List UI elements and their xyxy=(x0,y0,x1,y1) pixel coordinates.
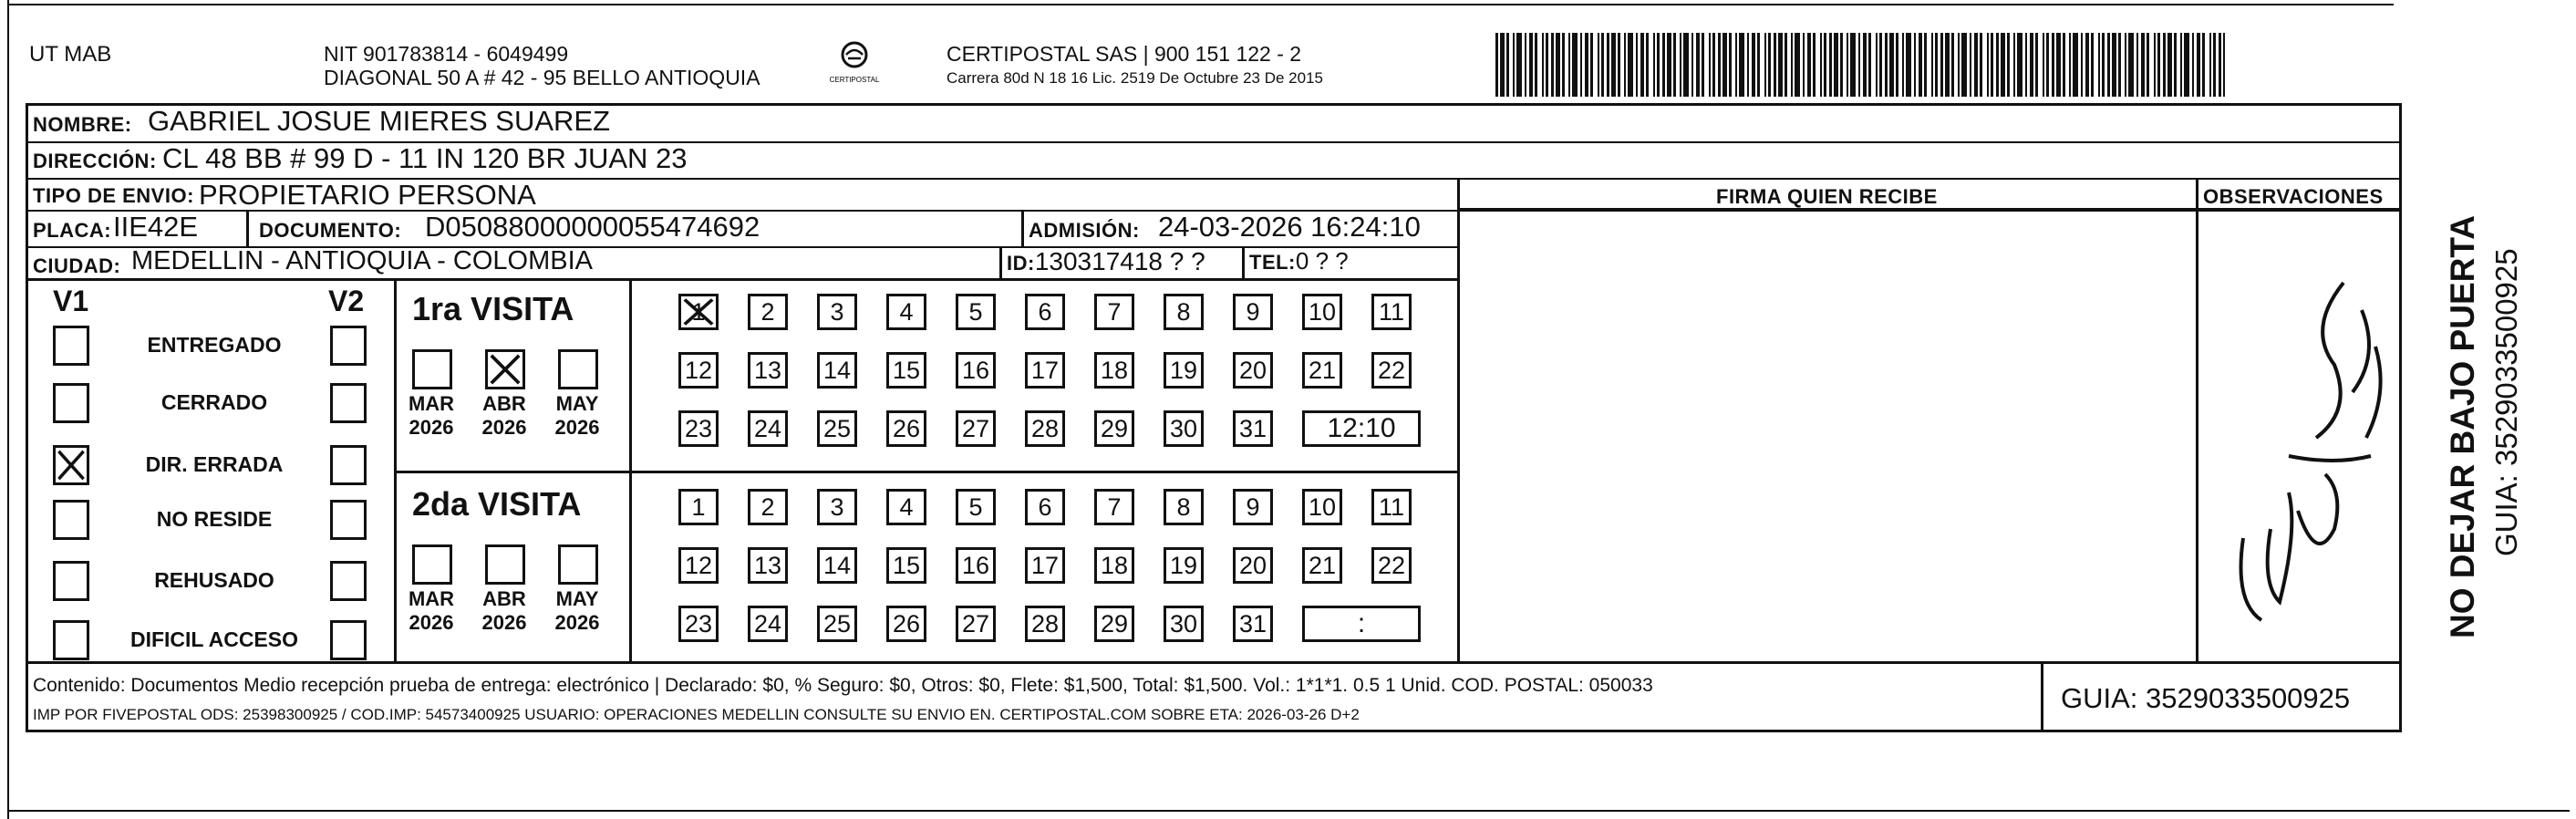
visit1-title: 1ra VISITA xyxy=(412,290,574,327)
day-checkbox[interactable]: 29 xyxy=(1094,410,1134,447)
signature-column-header: FIRMA QUIEN RECIBE xyxy=(1716,185,1938,208)
v2-checkbox[interactable] xyxy=(330,620,367,660)
month-label: MAY 2026 xyxy=(554,392,600,439)
day-checkbox[interactable]: 18 xyxy=(1094,547,1134,584)
day-checkbox[interactable]: 12 xyxy=(678,352,719,389)
day-checkbox[interactable]: 13 xyxy=(748,547,788,584)
status-label: DIR. ERRADA xyxy=(145,452,284,476)
day-checkbox[interactable]: 16 xyxy=(956,547,996,584)
month-label: MAR 2026 xyxy=(408,392,455,439)
barcode xyxy=(1495,33,2225,97)
tel-field: TEL:0 ? ? xyxy=(1249,247,1349,275)
day-checkbox[interactable]: 17 xyxy=(1025,547,1065,584)
day-checkbox[interactable]: 7 xyxy=(1094,294,1134,330)
status-label: DIFICIL ACCESO xyxy=(129,627,298,651)
v1-checkbox[interactable] xyxy=(53,561,89,601)
day-checkbox[interactable]: 1 xyxy=(678,489,719,525)
day-checkbox[interactable]: 25 xyxy=(817,410,857,447)
observations-handwriting xyxy=(2207,255,2398,638)
month-label: ABR 2026 xyxy=(481,392,527,439)
v2-header: V2 xyxy=(328,285,365,317)
v2-checkbox[interactable] xyxy=(330,383,367,423)
day-checkbox[interactable]: 14 xyxy=(817,547,857,584)
imp-line: IMP POR FIVEPOSTAL ODS: 25398300925 / COD.IMP: 54573400925 USUARIO: OPERACIONES MEDELLIN CONSULTE SU ENVIO EN. CERTIPOSTAL.COM SOBRE ETA: 2026-03-26 D+2 xyxy=(33,706,1360,723)
day-checkbox[interactable]: 3 xyxy=(817,294,857,330)
status-label: NO RESIDE xyxy=(156,507,273,531)
nit: NIT 901783814 - 6049499 xyxy=(324,42,569,66)
month-checkbox[interactable] xyxy=(412,544,452,585)
certipostal-logo xyxy=(828,36,881,91)
shipment-type: PROPIETARIO PERSONA xyxy=(199,179,536,211)
day-checkbox[interactable]: 6 xyxy=(1025,489,1065,525)
day-checkbox[interactable]: 27 xyxy=(956,606,996,642)
footer-guide: GUIA: 3529033500925 xyxy=(2061,682,2351,714)
month-checkbox[interactable] xyxy=(412,349,452,389)
v1-checkbox[interactable] xyxy=(53,500,89,540)
month-checkbox[interactable] xyxy=(485,349,525,389)
day-checkbox[interactable]: 31 xyxy=(1233,410,1273,447)
month-checkbox[interactable] xyxy=(485,544,525,585)
day-checkbox[interactable]: 14 xyxy=(817,352,857,389)
day-checkbox[interactable]: 12 xyxy=(678,547,719,584)
v1-checkbox[interactable] xyxy=(53,445,89,485)
day-checkbox[interactable]: 17 xyxy=(1025,352,1065,389)
day-checkbox[interactable]: 26 xyxy=(886,410,926,447)
month-checkbox[interactable] xyxy=(558,349,598,389)
day-checkbox[interactable]: 6 xyxy=(1025,294,1065,330)
document-label: DOCUMENTO: xyxy=(259,219,402,242)
day-checkbox[interactable]: 11 xyxy=(1371,294,1412,330)
day-checkbox[interactable]: 29 xyxy=(1094,606,1134,642)
content-line: Contenido: Documentos Medio recepción prueba de entrega: electrónico | Declarado: $0, % Seguro: $0, Otros: $0, Flete: $1,500, Total: $1,500. Vol.: 1*1*1. 0.5 1 Unid. COD. POSTAL: 050033 xyxy=(33,675,1653,696)
v2-checkbox[interactable] xyxy=(330,445,367,485)
day-checkbox[interactable]: 30 xyxy=(1164,410,1204,447)
v2-checkbox[interactable] xyxy=(330,500,367,540)
day-checkbox[interactable]: 30 xyxy=(1164,606,1204,642)
day-checkbox[interactable]: 2 xyxy=(748,489,788,525)
month-label: MAY 2026 xyxy=(554,587,600,634)
day-checkbox[interactable]: 28 xyxy=(1025,410,1065,447)
day-checkbox[interactable]: 19 xyxy=(1164,547,1204,584)
day-checkbox[interactable]: 4 xyxy=(886,294,926,330)
visit2-title: 2da VISITA xyxy=(412,485,582,523)
shipment-type-label: TIPO DE ENVIO: xyxy=(33,184,194,207)
v1-header: V1 xyxy=(53,285,89,317)
day-checkbox[interactable]: 3 xyxy=(817,489,857,525)
plate-value: IIE42E xyxy=(113,211,199,243)
day-checkbox[interactable]: 13 xyxy=(748,352,788,389)
admission-label: ADMISIÓN: xyxy=(1029,219,1140,242)
month-label: MAR 2026 xyxy=(408,587,455,634)
v1-checkbox[interactable] xyxy=(53,383,89,423)
sender-address: DIAGONAL 50 A # 42 - 95 BELLO ANTIOQUIA xyxy=(324,66,760,89)
day-checkbox[interactable]: 26 xyxy=(886,606,926,642)
day-checkbox[interactable]: 31 xyxy=(1233,606,1273,642)
day-checkbox[interactable]: 5 xyxy=(956,489,996,525)
observations-column-header: OBSERVACIONES xyxy=(2203,185,2384,208)
v1-checkbox[interactable] xyxy=(53,620,89,660)
day-checkbox[interactable]: 8 xyxy=(1164,489,1204,525)
day-checkbox[interactable]: 28 xyxy=(1025,606,1065,642)
document-value: D05088000000055474692 xyxy=(425,211,760,243)
day-checkbox[interactable]: 7 xyxy=(1094,489,1134,525)
day-checkbox[interactable]: 20 xyxy=(1233,547,1273,584)
day-checkbox[interactable]: 18 xyxy=(1094,352,1134,389)
day-checkbox[interactable]: 21 xyxy=(1302,547,1342,584)
carrier-license: Carrera 80d N 18 16 Lic. 2519 De Octubre 23 De 2015 xyxy=(947,69,1323,87)
day-checkbox[interactable]: 23 xyxy=(678,410,719,447)
v2-checkbox[interactable] xyxy=(330,561,367,601)
day-checkbox[interactable]: 2 xyxy=(748,294,788,330)
id-field: ID:130317418 ? ? xyxy=(1007,247,1205,275)
recipient-name: GABRIEL JOSUE MIERES SUAREZ xyxy=(148,105,611,137)
day-checkbox[interactable]: 22 xyxy=(1371,547,1412,584)
day-checkbox[interactable]: 4 xyxy=(886,489,926,525)
day-checkbox[interactable]: 20 xyxy=(1233,352,1273,389)
day-checkbox[interactable]: 10 xyxy=(1302,489,1342,525)
status-label: REHUSADO xyxy=(154,568,274,592)
day-checkbox[interactable]: 25 xyxy=(817,606,857,642)
admission-value: 24-03-2026 16:24:10 xyxy=(1158,211,1421,243)
side-guide: GUIA: 3529033500925 xyxy=(2489,248,2523,556)
day-checkbox[interactable]: 9 xyxy=(1233,294,1273,330)
plate-label: PLACA: xyxy=(33,219,112,242)
day-checkbox[interactable]: 19 xyxy=(1164,352,1204,389)
side-warning: NO DEJAR BAJO PUERTA xyxy=(2444,215,2481,638)
day-checkbox[interactable]: 16 xyxy=(956,352,996,389)
day-checkbox[interactable]: 11 xyxy=(1371,489,1412,525)
carrier-name: CERTIPOSTAL SAS | 900 151 122 - 2 xyxy=(947,42,1302,66)
svg-text:CERTIPOSTAL: CERTIPOSTAL xyxy=(829,76,880,84)
month-checkbox[interactable] xyxy=(558,544,598,585)
v2-checkbox[interactable] xyxy=(330,326,367,366)
month-label: ABR 2026 xyxy=(481,587,527,634)
day-checkbox[interactable]: 24 xyxy=(748,606,788,642)
address-label: DIRECCIÓN: xyxy=(33,150,157,172)
day-checkbox[interactable]: 15 xyxy=(886,352,926,389)
day-checkbox[interactable]: 1 xyxy=(678,294,719,330)
day-checkbox[interactable]: 22 xyxy=(1371,352,1412,389)
day-checkbox[interactable]: 23 xyxy=(678,606,719,642)
company-code: UT MAB xyxy=(29,42,112,67)
recipient-address: CL 48 BB # 99 D - 11 IN 120 BR JUAN 23 xyxy=(162,142,688,174)
city-value: MEDELLIN - ANTIOQUIA - COLOMBIA xyxy=(131,246,593,275)
status-label: CERRADO xyxy=(160,390,268,414)
day-checkbox[interactable]: 8 xyxy=(1164,294,1204,330)
v1-checkbox[interactable] xyxy=(53,326,89,366)
day-checkbox[interactable]: 21 xyxy=(1302,352,1342,389)
day-checkbox[interactable]: 9 xyxy=(1233,489,1273,525)
time-field[interactable]: : xyxy=(1302,606,1421,642)
status-label: ENTREGADO xyxy=(147,333,282,357)
day-checkbox[interactable]: 15 xyxy=(886,547,926,584)
city-label: CIUDAD: xyxy=(33,254,121,277)
name-label: NOMBRE: xyxy=(33,113,132,136)
day-checkbox[interactable]: 10 xyxy=(1302,294,1342,330)
day-checkbox[interactable]: 27 xyxy=(956,410,996,447)
day-checkbox[interactable]: 5 xyxy=(956,294,996,330)
day-checkbox[interactable]: 24 xyxy=(748,410,788,447)
time-field[interactable]: 12:10 xyxy=(1302,410,1421,447)
